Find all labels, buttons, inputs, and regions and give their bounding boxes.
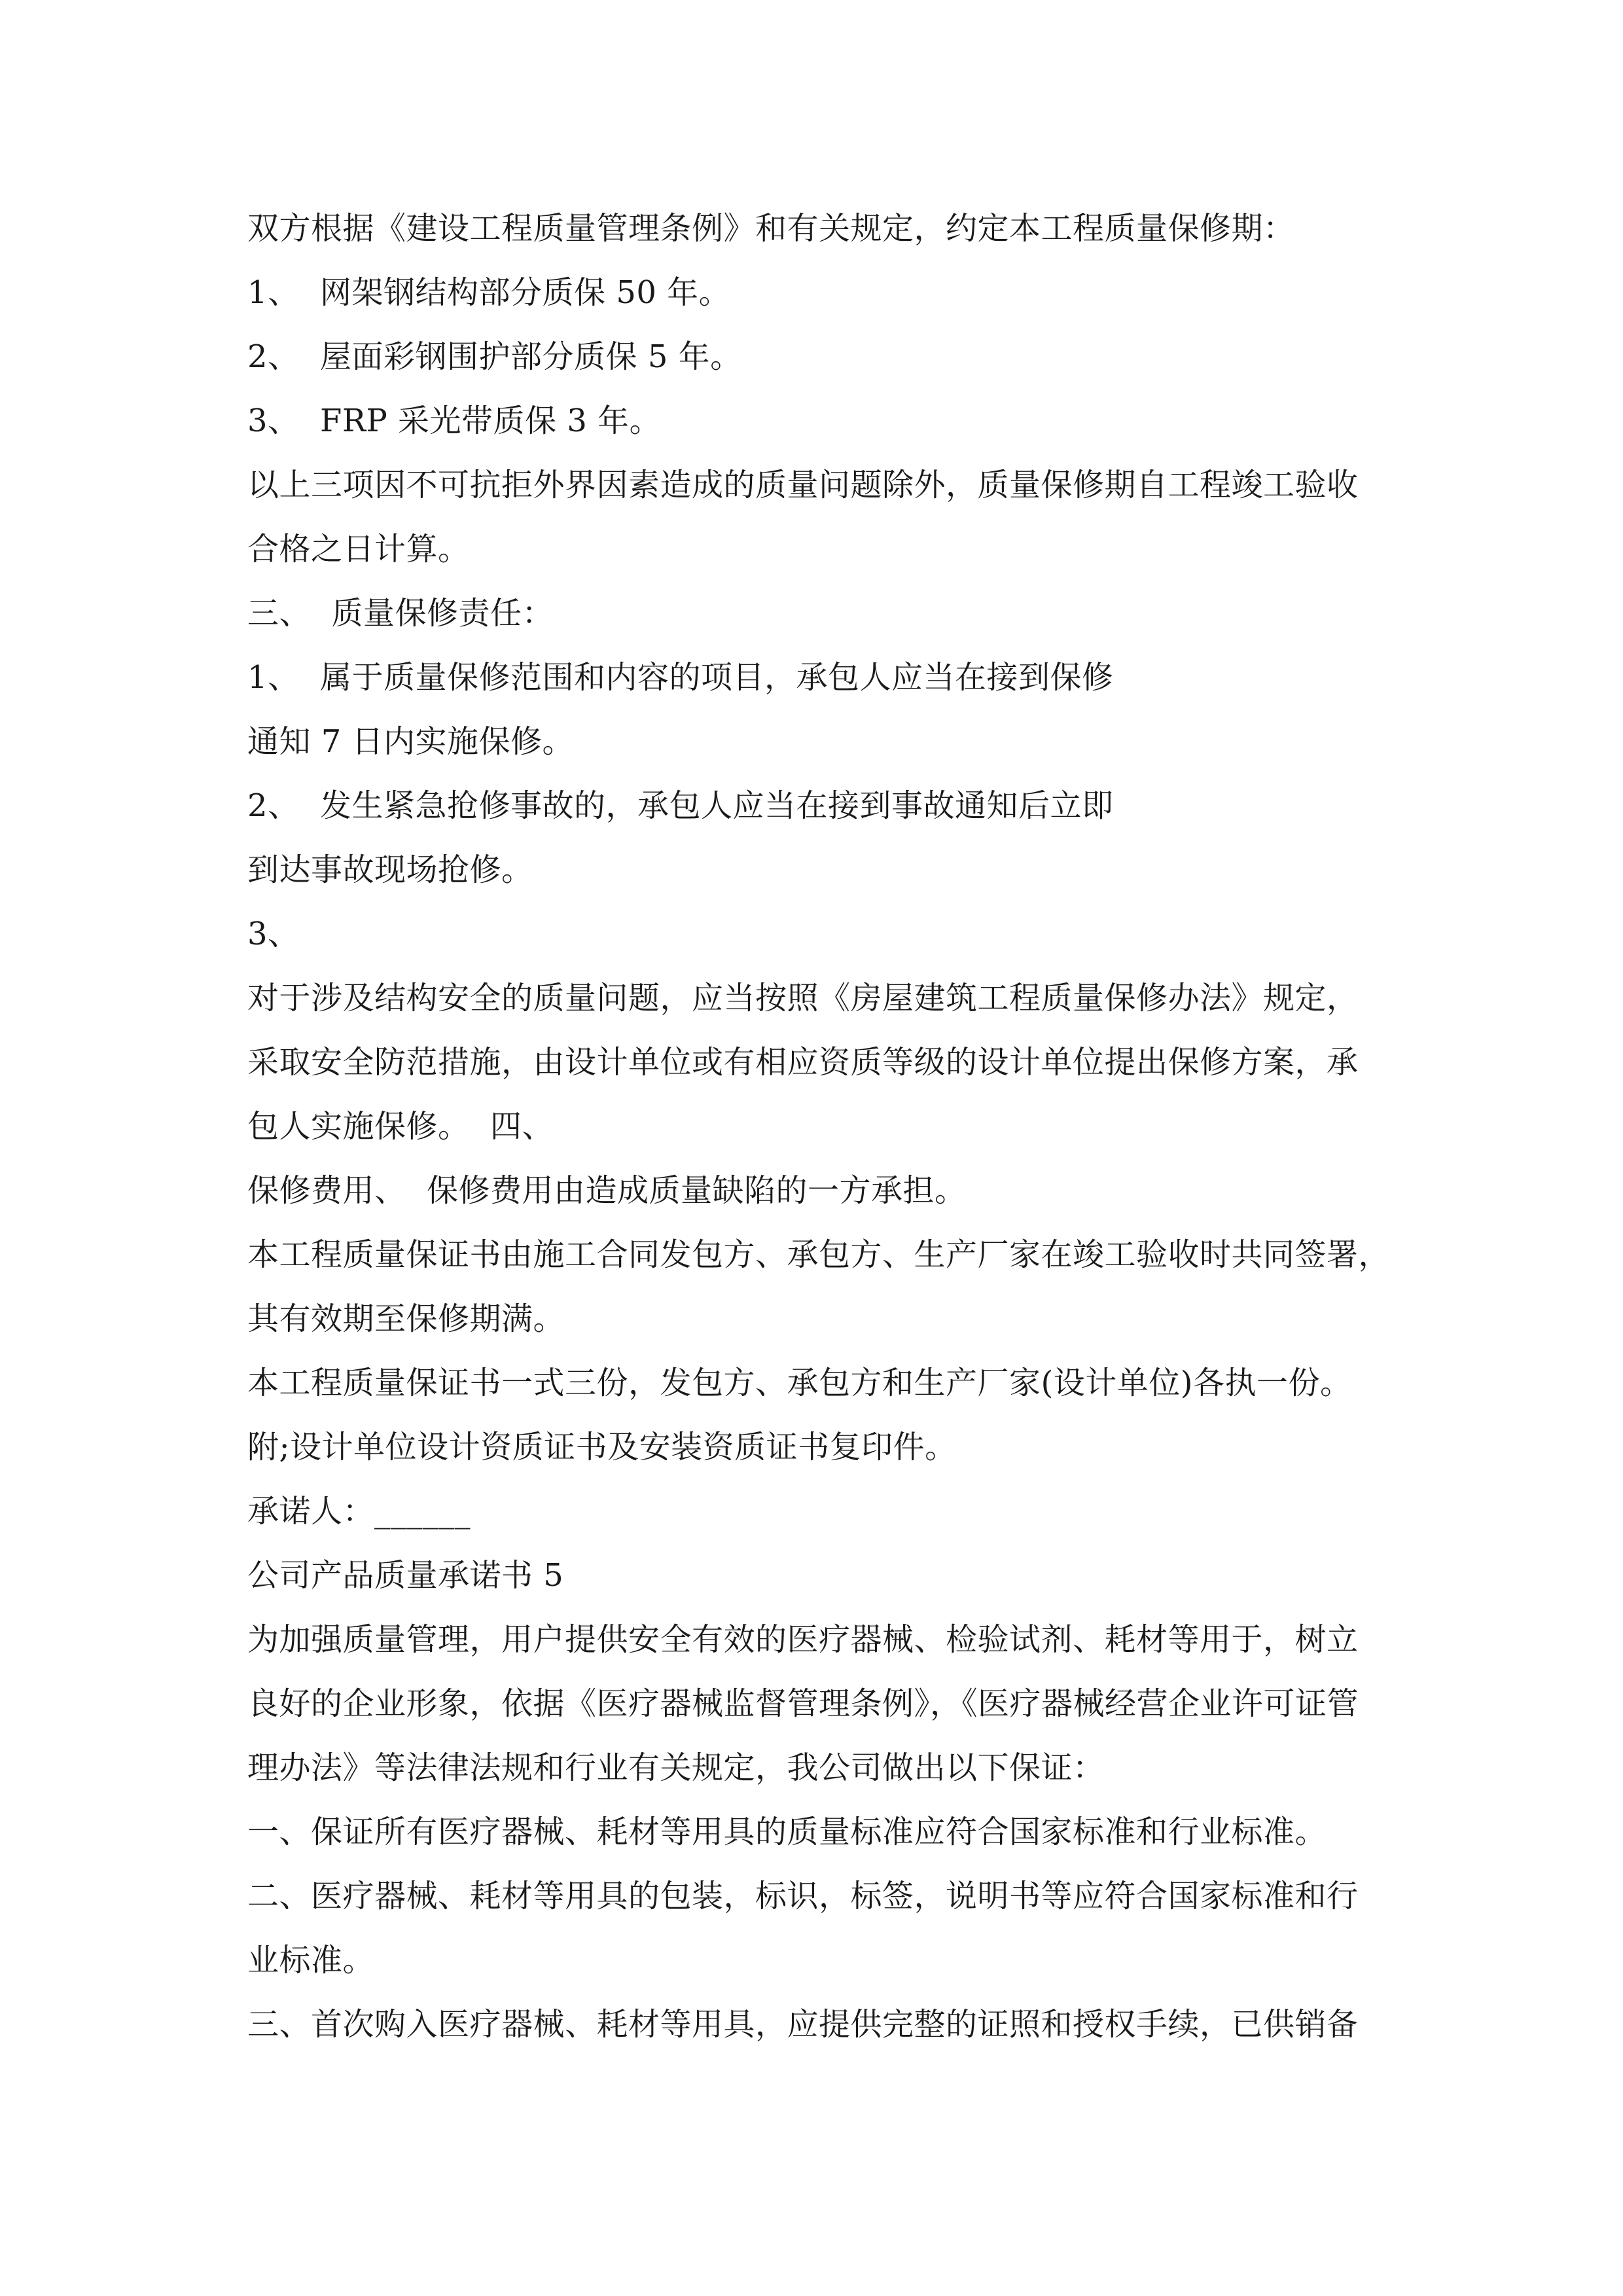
signature-line: 承诺人：______ [247, 1493, 471, 1530]
paragraph-line: 保修费用、 保修费用由造成质量缺陷的一方承担。 [247, 1172, 967, 1209]
section-heading: 三、 质量保修责任： [247, 595, 554, 632]
paragraph-line: 对于涉及结构安全的质量问题，应当按照《房屋建筑工程质量保修办法》规定， [247, 980, 1359, 1016]
paragraph-line: 3、 FRP 采光带质保 3 年。 [247, 403, 662, 439]
document-title: 公司产品质量承诺书 5 [247, 1557, 564, 1594]
paragraph-line: 为加强质量管理，用户提供安全有效的医疗器械、检验试剂、耗材等用于，树立 [247, 1621, 1359, 1658]
document-body [247, 196, 1399, 2056]
paragraph-line: 以上三项因不可抗拒外界因素造成的质量问题除外，质量保修期自工程竣工验收 [247, 467, 1359, 503]
paragraph-line: 2、 发生紧急抢修事故的，承包人应当在接到事故通知后立即 [247, 787, 1114, 824]
paragraph-line: 双方根据《建设工程质量管理条例》和有关规定，约定本工程质量保修期： [247, 210, 1295, 247]
paragraph-line: 2、 屋面彩钢围护部分质保 5 年。 [247, 338, 742, 375]
paragraph-line: 业标准。 [247, 1942, 375, 1979]
paragraph-line: 3、 [247, 916, 300, 952]
paragraph-line: 包人实施保修。 四、 [247, 1108, 554, 1145]
paragraph-line: 二、医疗器械、耗材等用具的包装，标识，标签，说明书等应符合国家标准和行 [247, 1878, 1359, 1914]
paragraph-line: 其有效期至保修期满。 [247, 1300, 565, 1337]
paragraph-line: 良好的企业形象，依据《医疗器械监督管理条例》，《医疗器械经营企业许可证管 [247, 1685, 1359, 1722]
paragraph-line: 附;设计单位设计资质证书及安装资质证书复印件。 [247, 1429, 957, 1465]
paragraph-line: 到达事故现场抢修。 [247, 852, 533, 888]
paragraph-line: 三、首次购入医疗器械、耗材等用具，应提供完整的证照和授权手续，已供销备 [247, 2006, 1359, 2043]
paragraph-line: 合格之日计算。 [247, 531, 470, 567]
paragraph-line: 1、 网架钢结构部分质保 50 年。 [247, 274, 731, 311]
paragraph-line: 本工程质量保证书由施工合同发包方、承包方、生产厂家在竣工验收时共同签署， [247, 1236, 1391, 1273]
paragraph-line: 本工程质量保证书一式三份，发包方、承包方和生产厂家(设计单位)各执一份。 [247, 1365, 1352, 1401]
paragraph-line: 一、保证所有医疗器械、耗材等用具的质量标准应符合国家标准和行业标准。 [247, 1814, 1327, 1850]
paragraph-line: 通知 7 日内实施保修。 [247, 723, 575, 760]
paragraph-line: 1、 属于质量保修范围和内容的项目，承包人应当在接到保修 [247, 659, 1114, 696]
paragraph-line: 采取安全防范措施，由设计单位或有相应资质等级的设计单位提出保修方案，承 [247, 1044, 1359, 1081]
paragraph-line: 理办法》等法律法规和行业有关规定，我公司做出以下保证： [247, 1749, 1105, 1786]
